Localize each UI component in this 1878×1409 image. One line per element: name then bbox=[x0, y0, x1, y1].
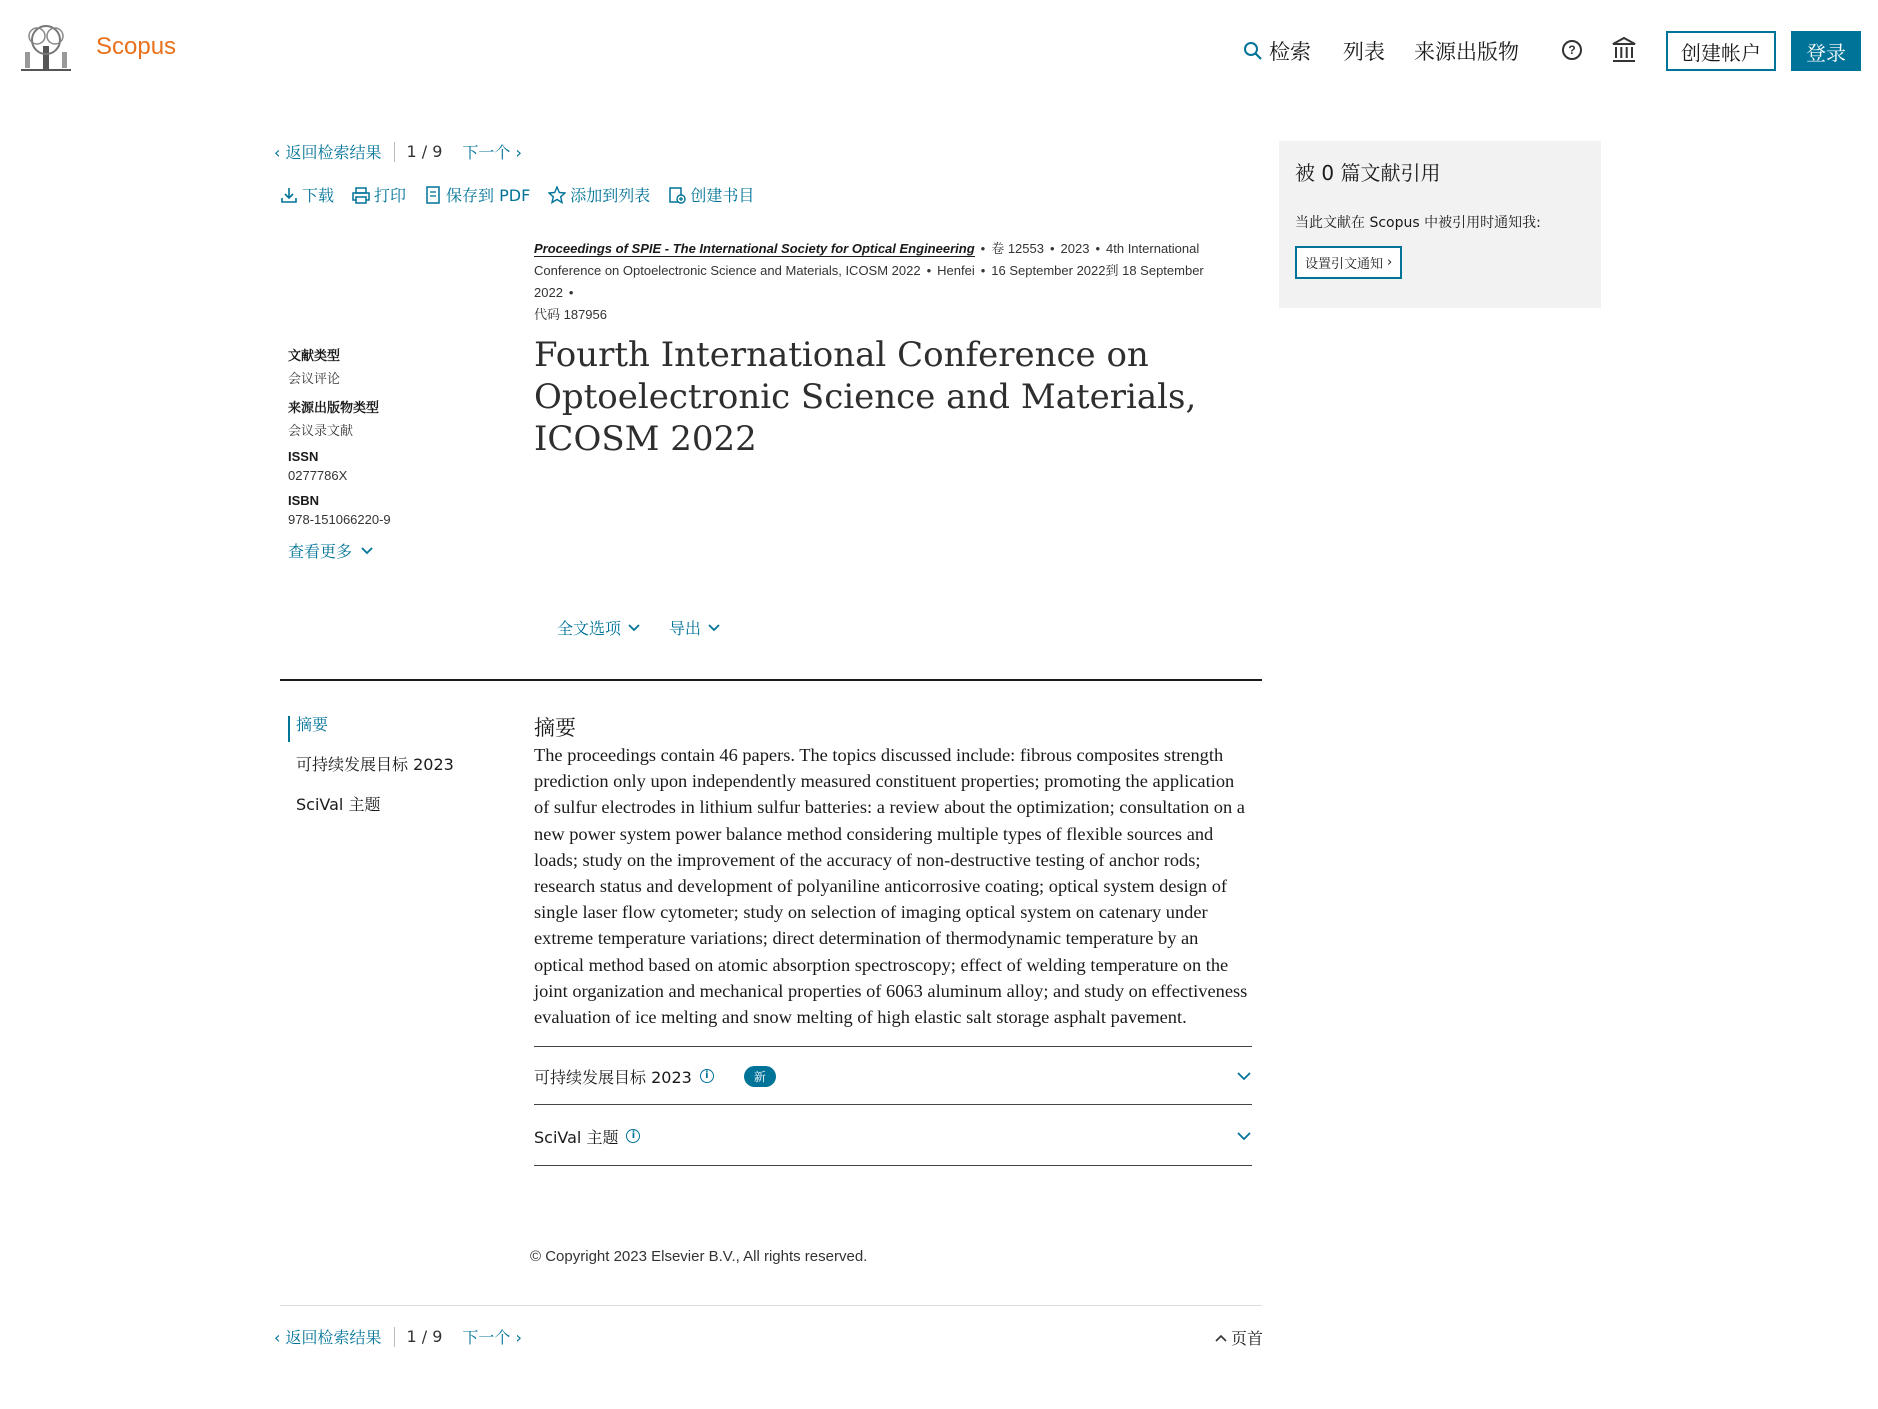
download-icon bbox=[280, 186, 298, 204]
export-label: 导出 bbox=[669, 619, 702, 638]
top-link-label: 页首 bbox=[1231, 1329, 1264, 1348]
source-type-value: 会议录文献 bbox=[288, 423, 354, 438]
citation-alert-note: 当此文献在 Scopus 中被引用时通知我: bbox=[1295, 215, 1541, 231]
nav-search-label: 检索 bbox=[1269, 40, 1311, 64]
export-dropdown[interactable] bbox=[669, 616, 721, 639]
back-to-top-link[interactable] bbox=[1215, 1326, 1263, 1349]
issn-value: 0277786X bbox=[288, 468, 348, 483]
conference-code: 代码 187956 bbox=[534, 307, 607, 322]
isbn-label: ISBN bbox=[288, 493, 320, 508]
chevron-down-icon bbox=[360, 546, 374, 556]
volume: 卷 12553 bbox=[991, 241, 1044, 256]
next-result-link[interactable]: 下一个 › bbox=[462, 1328, 522, 1347]
result-nav-bottom bbox=[274, 1325, 522, 1348]
search-icon bbox=[1243, 41, 1263, 61]
new-badge: 新 bbox=[744, 1066, 776, 1087]
back-label: 返回检索结果 bbox=[285, 143, 382, 162]
help-icon[interactable]: ? bbox=[1562, 40, 1582, 60]
document-title: Fourth International Conference on Optoelectronic Science and Materials, ICOSM 2022 bbox=[534, 335, 1197, 459]
save-pdf-label: 保存到 PDF bbox=[446, 186, 531, 205]
source-info bbox=[534, 238, 1250, 326]
bullet: • bbox=[980, 263, 986, 278]
chevron-down-icon[interactable] bbox=[1236, 1131, 1252, 1141]
info-icon[interactable]: i bbox=[626, 1129, 640, 1143]
fulltext-label: 全文选项 bbox=[557, 619, 622, 638]
abstract-text: The proceedings contain 46 papers. The topics discussed include: fibrous composites strength prediction only upon independently measured constituent properties; promoting the application of sulfur electrodes in lithium sulfur batteries: a review about the optimization; consultation on a new power system power balance method considering multiple types of flexible sources and loads; study on the improvement of the accuracy of non-destructive testing of anchor rods; research status and development of polyaniline anticorrosive coating; optical system design of single laser flow cytometer; study on selection of imaging optical system on catenary under extreme temperature variations; direct determination of thermodynamic temperature by an optical method based on atomic absorption spectroscopy; effect of welding temperature on the joint organization and mechanical properties of 6063 aluminum alloy; and study on effectiveness evaluation of ice melting and snow melting of high elastic salt storage asphalt pavement. bbox=[534, 745, 1248, 1028]
create-bibliography-button[interactable] bbox=[668, 183, 754, 206]
section-nav-sdg[interactable]: 可持续发展目标 2023 bbox=[296, 755, 454, 774]
print-button[interactable] bbox=[352, 183, 406, 206]
nav-sources[interactable]: 来源出版物 bbox=[1414, 40, 1519, 64]
cited-by-panel bbox=[1279, 141, 1601, 308]
conference-dates: 16 September 2022到 18 September 2022 bbox=[534, 263, 1204, 300]
chevron-down-icon[interactable] bbox=[1236, 1071, 1252, 1081]
bibliography-icon bbox=[668, 186, 686, 204]
set-alert-label: 设置引文通知 bbox=[1305, 257, 1384, 272]
doc-type-value: 会议评论 bbox=[288, 371, 341, 386]
add-list-label: 添加到列表 bbox=[570, 186, 651, 205]
back-to-results-link[interactable]: ‹ 返回检索结果 bbox=[274, 143, 382, 162]
institution-icon[interactable] bbox=[1612, 37, 1636, 63]
scopus-logo[interactable]: Scopus bbox=[96, 33, 177, 60]
section-nav-scival[interactable]: SciVal 主题 bbox=[296, 795, 381, 814]
document-toolbar bbox=[280, 183, 754, 206]
print-label: 打印 bbox=[374, 186, 407, 205]
result-nav-top bbox=[274, 140, 522, 163]
section-nav bbox=[288, 712, 488, 832]
bullet: • bbox=[1049, 241, 1055, 256]
conference-location: Henfei bbox=[937, 263, 975, 278]
signin-button[interactable]: 登录 bbox=[1791, 31, 1861, 71]
cited-by-title: 被 0 篇文献引用 bbox=[1295, 161, 1441, 185]
year: 2023 bbox=[1060, 241, 1090, 256]
result-position: 1 / 9 bbox=[406, 1327, 443, 1346]
see-more-button[interactable] bbox=[288, 539, 488, 562]
top-header bbox=[0, 0, 1878, 100]
set-citation-alert-button[interactable] bbox=[1295, 246, 1402, 279]
source-type-label: 来源出版物类型 bbox=[288, 400, 380, 415]
bullet: • bbox=[1095, 241, 1101, 256]
scival-accordion-label: SciVal 主题 bbox=[534, 1127, 619, 1147]
issn-label: ISSN bbox=[288, 449, 319, 464]
download-label: 下载 bbox=[302, 186, 335, 205]
sdg-accordion-label: 可持续发展目标 2023 bbox=[534, 1067, 692, 1087]
result-position: 1 / 9 bbox=[406, 142, 443, 161]
conference-name: 4th International Conference on Optoelectronic Science and Materials, ICOSM 2022 bbox=[534, 241, 1200, 278]
abstract-heading: 摘要 bbox=[534, 716, 576, 740]
create-account-button[interactable]: 创建帐户 bbox=[1666, 31, 1776, 71]
divider bbox=[394, 1327, 395, 1347]
star-icon bbox=[548, 186, 566, 204]
back-label: 返回检索结果 bbox=[285, 1328, 382, 1347]
chevron-up-icon bbox=[1215, 1334, 1227, 1342]
doc-type-label: 文献类型 bbox=[288, 348, 341, 363]
bullet: • bbox=[926, 263, 932, 278]
chevron-right-icon: › bbox=[1387, 255, 1393, 270]
document-metadata bbox=[288, 345, 488, 562]
fulltext-options-dropdown[interactable] bbox=[557, 616, 641, 639]
nav-search[interactable] bbox=[1243, 36, 1311, 66]
footer-divider bbox=[280, 1305, 1262, 1306]
source-title-link[interactable]: Proceedings of SPIE - The International Society for Optical Engineering bbox=[534, 241, 975, 256]
chevron-down-icon bbox=[707, 623, 721, 633]
next-label: 下一个 bbox=[462, 1328, 511, 1347]
see-more-label: 查看更多 bbox=[288, 542, 353, 561]
save-pdf-button[interactable] bbox=[424, 183, 530, 206]
nav-lists[interactable]: 列表 bbox=[1343, 40, 1385, 64]
section-divider bbox=[280, 679, 1262, 681]
next-result-link[interactable]: 下一个 › bbox=[462, 143, 522, 162]
isbn-value: 978-151066220-9 bbox=[288, 512, 391, 527]
add-to-list-button[interactable] bbox=[548, 183, 650, 206]
pdf-icon bbox=[424, 186, 442, 204]
copyright-notice: © Copyright 2023 Elsevier B.V., All rights reserved. bbox=[530, 1248, 868, 1265]
back-to-results-link[interactable]: ‹ 返回检索结果 bbox=[274, 1328, 382, 1347]
elsevier-logo-icon[interactable] bbox=[17, 22, 75, 74]
divider bbox=[394, 142, 395, 162]
section-nav-abstract[interactable]: 摘要 bbox=[288, 712, 488, 752]
print-icon bbox=[352, 186, 370, 204]
scival-accordion[interactable] bbox=[534, 1104, 1252, 1166]
sdg-accordion[interactable] bbox=[534, 1046, 1252, 1105]
bullet: • bbox=[568, 285, 574, 300]
next-label: 下一个 bbox=[462, 143, 511, 162]
chevron-down-icon bbox=[627, 623, 641, 633]
bullet: • bbox=[980, 241, 986, 256]
info-icon[interactable]: i bbox=[700, 1069, 714, 1083]
create-bib-label: 创建书目 bbox=[690, 186, 755, 205]
download-button[interactable] bbox=[280, 183, 334, 206]
